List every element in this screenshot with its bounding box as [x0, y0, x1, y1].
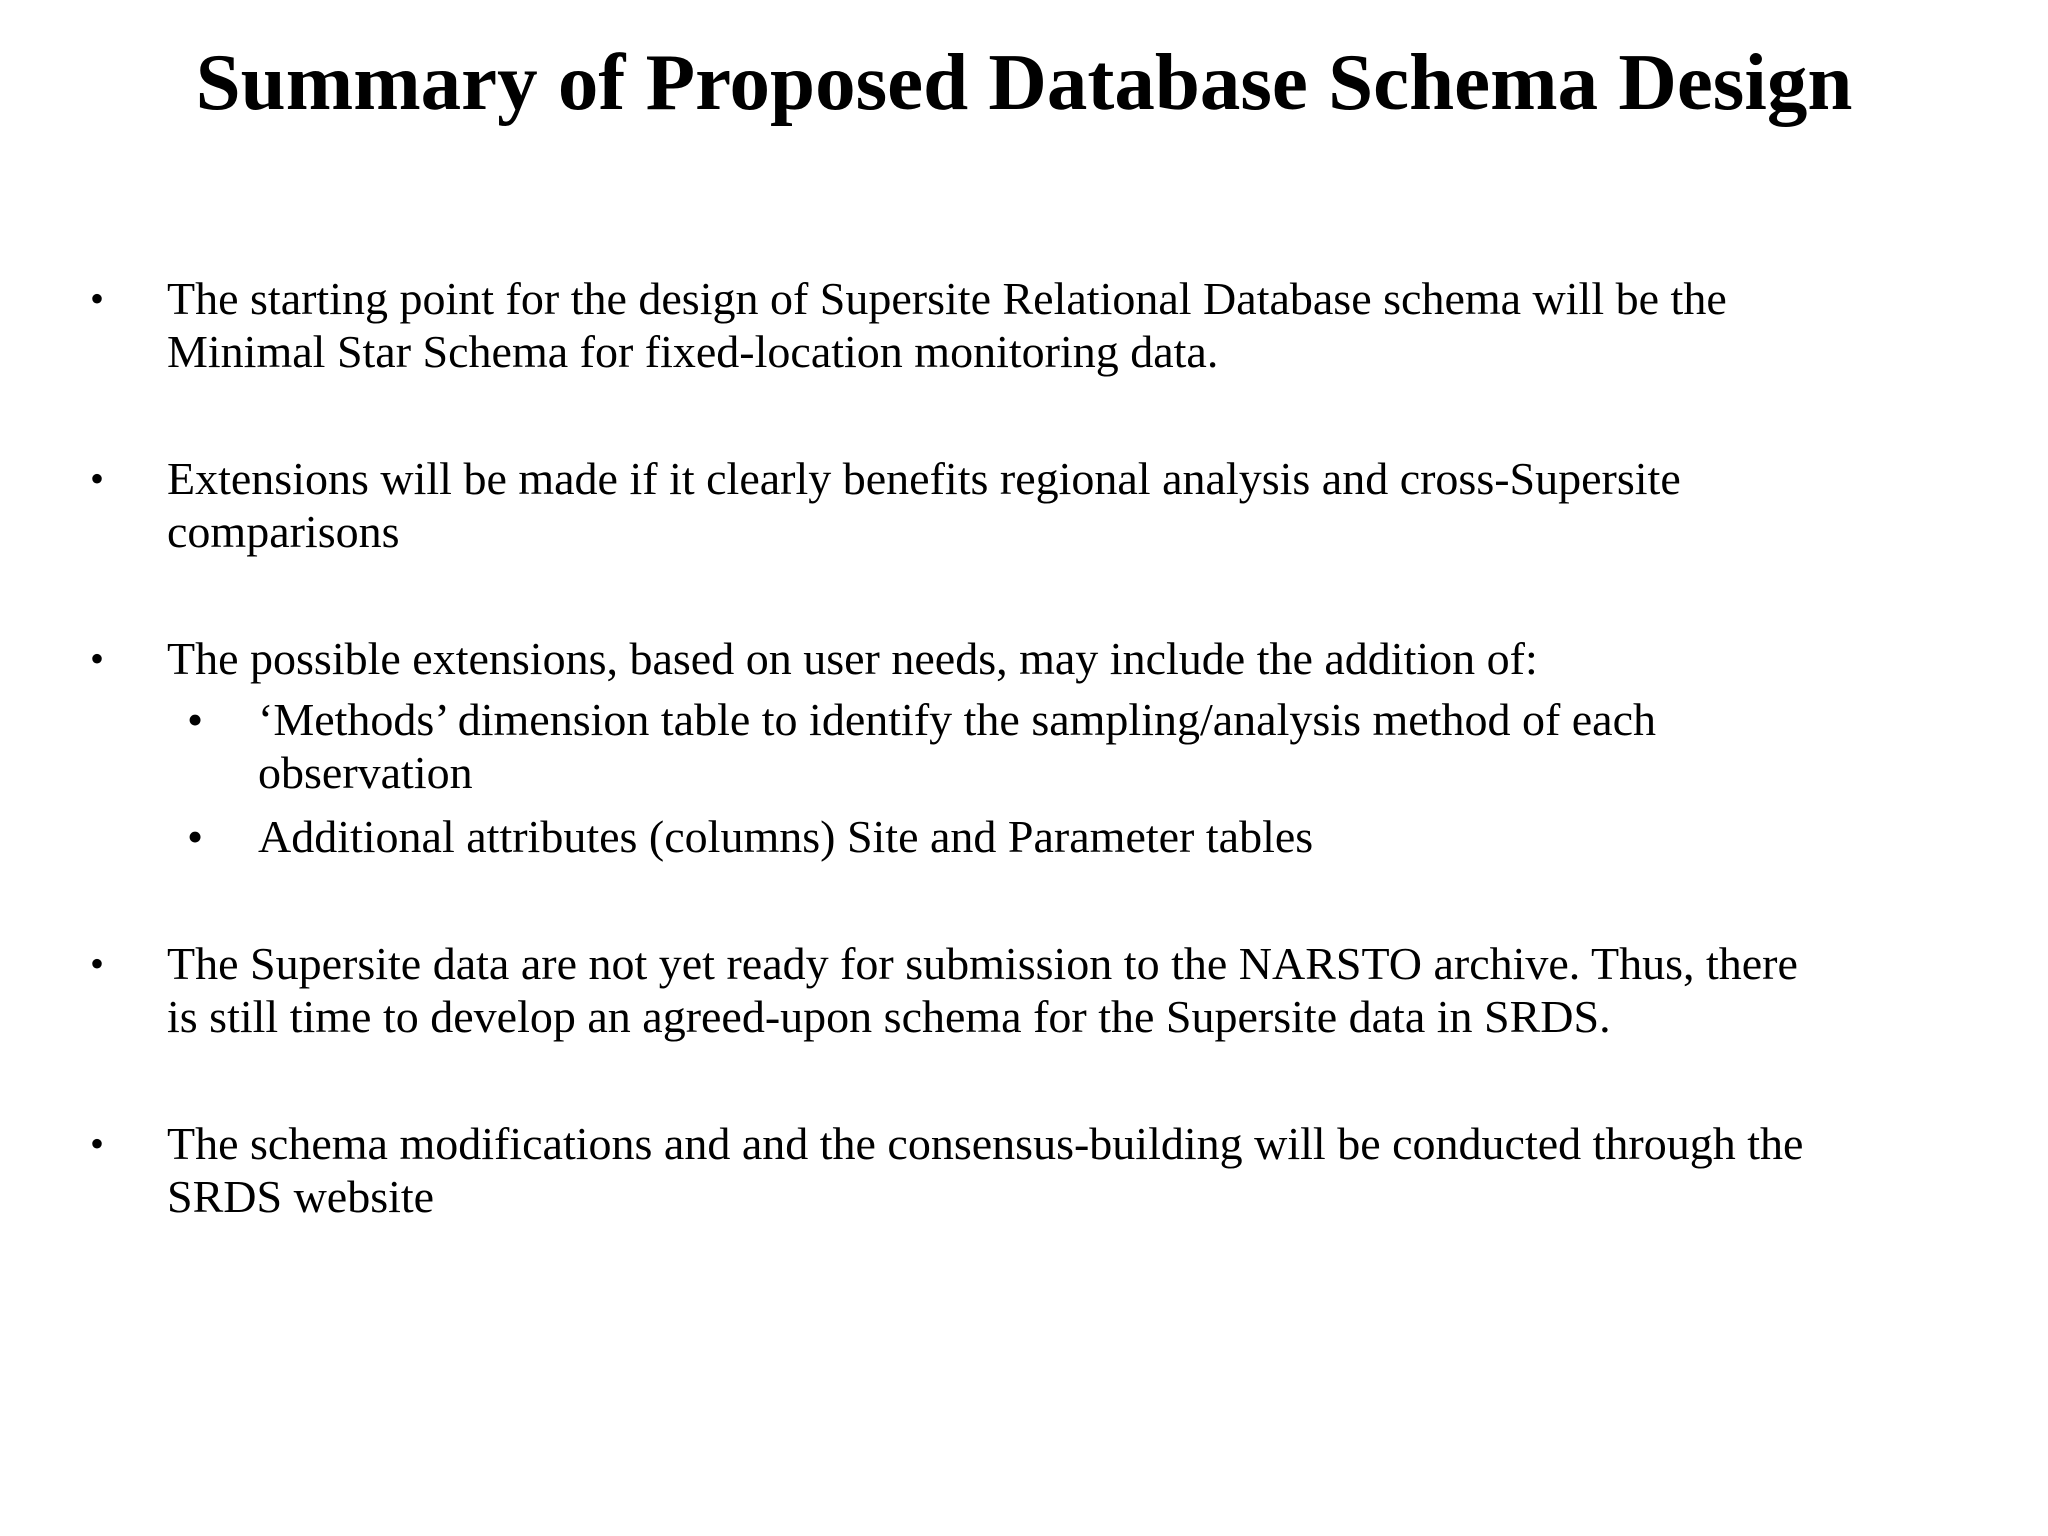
bullet-text-line: Extensions will be made if it clearly benefits regional analysis and cross-Supersite [167, 453, 1681, 504]
bullet-item [0, 632, 1987, 863]
sub-bullet-item [167, 693, 1987, 799]
bullet-text-line: comparisons [167, 506, 400, 557]
sub-bullet-list [167, 693, 1987, 863]
bullet-text-line: The Supersite data are not yet ready for submission to the NARSTO archive. Thus, there [167, 938, 1798, 989]
bullet-text-line: is still time to develop an agreed-upon schema for the Supersite data in SRDS. [167, 991, 1611, 1042]
sub-bullet-dot-icon: • [187, 811, 204, 862]
bullet-dot-icon: • [90, 636, 105, 681]
bullet-item [0, 272, 1987, 378]
bullet-item [0, 452, 1987, 558]
bullet-text-line: The possible extensions, based on user needs, may include the addition of: [167, 633, 1538, 684]
bullet-dot-icon: • [90, 1121, 105, 1166]
bullet-text-line: SRDS website [167, 1171, 435, 1222]
sub-bullet-text-line: Additional attributes (columns) Site and Parameter tables [258, 811, 1314, 862]
bullet-text-line: Minimal Star Schema for fixed-location monitoring data. [167, 326, 1219, 377]
sub-bullet-dot-icon: • [187, 694, 204, 745]
bullet-dot-icon: • [90, 941, 105, 986]
bullet-dot-icon: • [90, 276, 105, 321]
sub-bullet-item [167, 810, 1987, 863]
bullet-text-line: The schema modifications and and the consensus-building will be conducted through the [167, 1118, 1804, 1169]
bullet-text-line: The starting point for the design of Supersite Relational Database schema will be the [167, 273, 1727, 324]
slide-title: Summary of Proposed Database Schema Design [195, 37, 1853, 127]
bullet-item [0, 1117, 1987, 1223]
bullet-dot-icon: • [90, 456, 105, 501]
bullet-list [0, 272, 2048, 1297]
sub-bullet-text-line: ‘Methods’ dimension table to identify the sampling/analysis method of each [258, 694, 1657, 745]
sub-bullet-text-line: observation [258, 747, 473, 798]
bullet-item [0, 937, 1987, 1043]
